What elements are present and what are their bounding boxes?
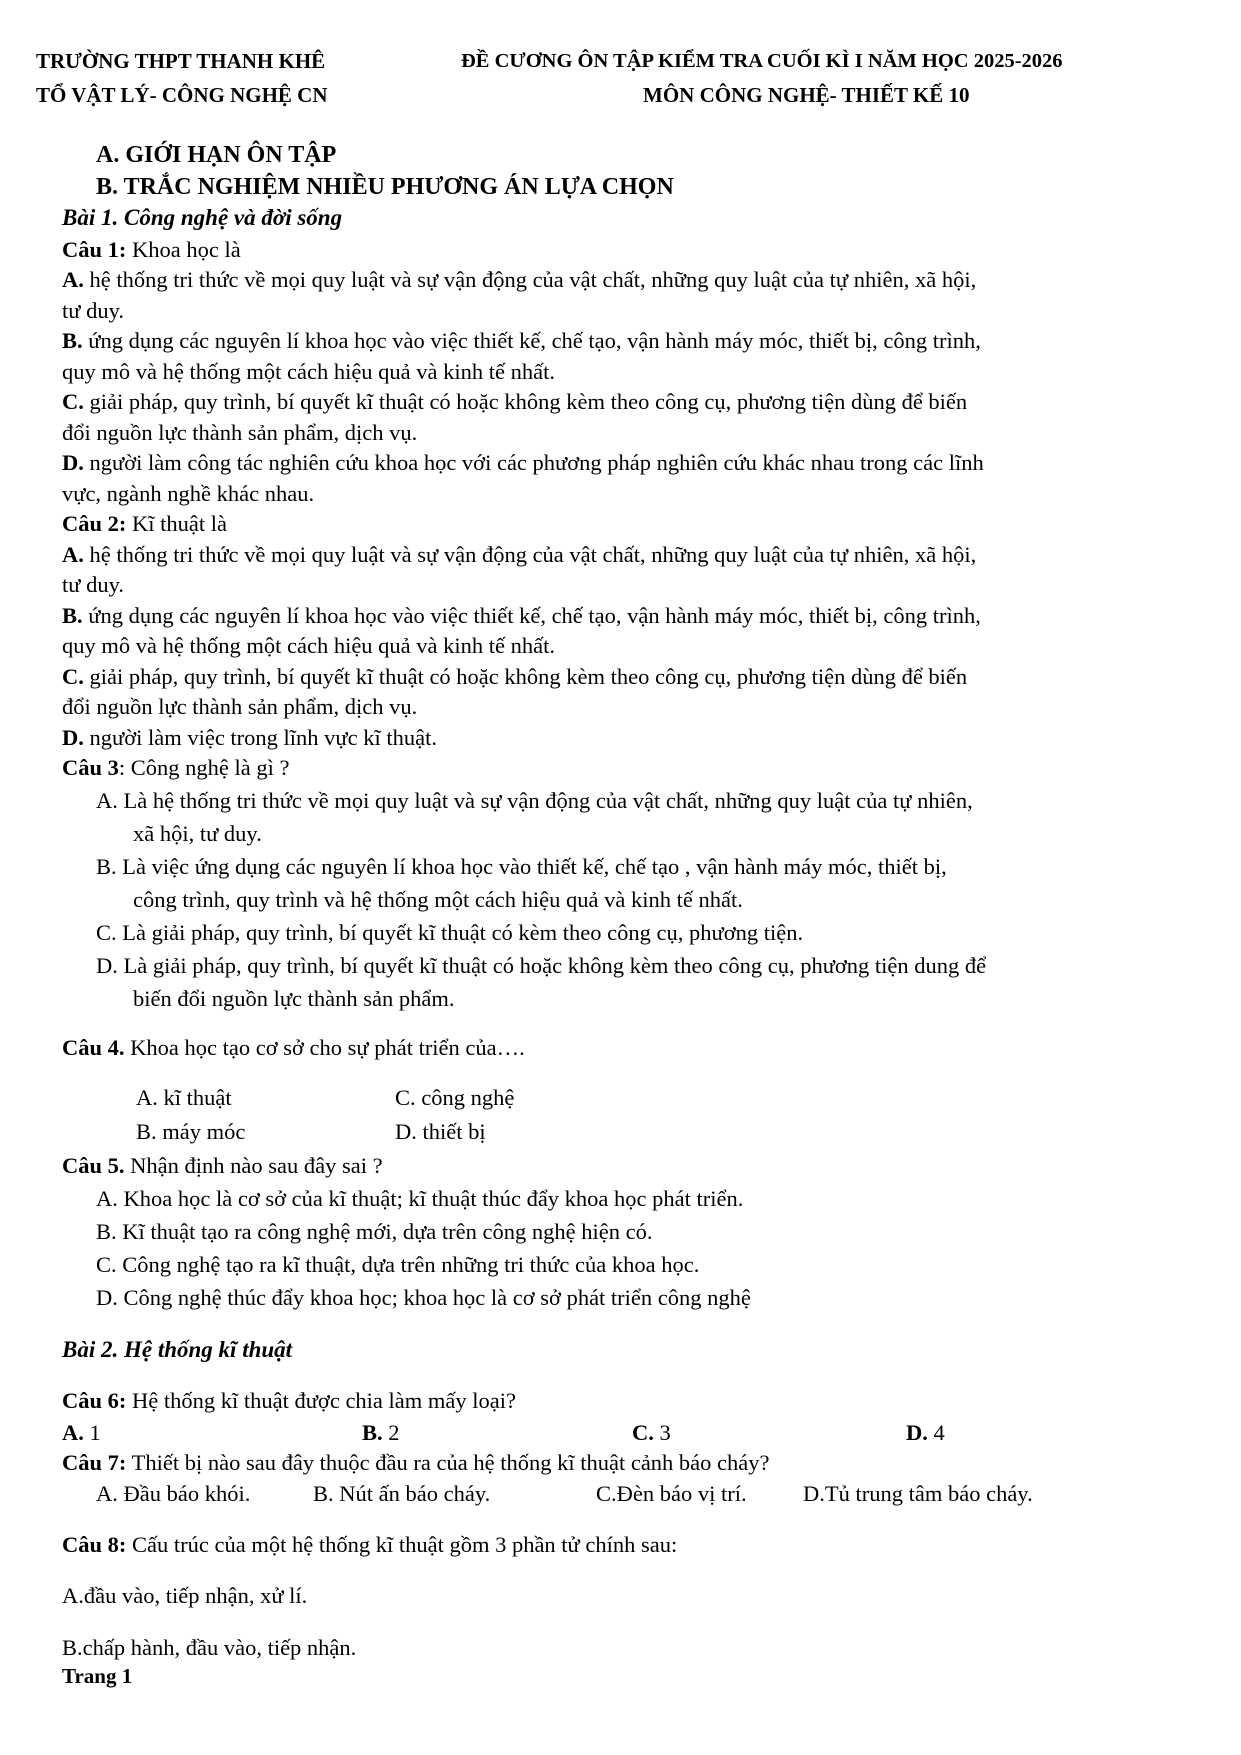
school-name: TRƯỜNG THPT THANH KHÊ: [36, 49, 326, 73]
q1-option-a-cont: tư duy.: [62, 298, 124, 323]
option-text: 1: [83, 1420, 101, 1445]
q1-option-b-cont: quy mô và hệ thống một cách hiệu quả và kinh tế nhất.: [62, 359, 556, 384]
q8-option-b: B.chấp hành, đầu vào, tiếp nhận.: [62, 1635, 357, 1660]
question-label: Câu 4.: [62, 1035, 125, 1060]
question-stem: Cấu trúc của một hệ thống kĩ thuật gồm 3 phần tử chính sau:: [126, 1532, 678, 1557]
option-label: C.: [62, 389, 84, 414]
option-label: D.: [906, 1420, 928, 1445]
q5-option-d: D. Công nghệ thúc đẩy khoa học; khoa học là cơ sở phát triển công nghệ: [96, 1285, 751, 1310]
option-text: người làm việc trong lĩnh vực kĩ thuật.: [83, 725, 437, 750]
option-label: A.: [62, 542, 84, 567]
question-stem: Nhận định nào sau đây sai ?: [124, 1153, 383, 1178]
question-8: [62, 1530, 677, 1560]
question-4: [62, 1033, 525, 1063]
option-text: ứng dụng các nguyên lí khoa học vào việc thiết kế, chế tạo, vận hành máy móc, thiết bị, công trình,: [82, 328, 981, 353]
question-2: [62, 509, 227, 539]
q7-option-c: C.Đèn báo vị trí.: [596, 1481, 747, 1506]
question-label: Câu 7:: [62, 1450, 127, 1475]
option-label: B.: [62, 328, 83, 353]
question-label: Câu 2:: [62, 511, 127, 536]
question-stem: Thiết bị nào sau đây thuộc đầu ra của hệ thống kĩ thuật cảnh báo cháy?: [126, 1450, 770, 1475]
q1-option-a: [62, 265, 976, 295]
option-text: hệ thống tri thức về mọi quy luật và sự vận động của vật chất, những quy luật của tự nhiên, xã hội,: [83, 542, 977, 567]
q3-option-d: D. Là giải pháp, quy trình, bí quyết kĩ thuật có hoặc không kèm theo công cụ, phương tiện dung để: [96, 953, 987, 978]
q1-option-c-cont: đổi nguồn lực thành sản phẩm, dịch vụ.: [62, 420, 418, 445]
department-name: TỔ VẬT LÝ- CÔNG NGHỆ CN: [36, 83, 328, 107]
option-label: C.: [62, 664, 84, 689]
q6-option-b: [362, 1418, 400, 1448]
q2-option-b-cont: quy mô và hệ thống một cách hiệu quả và kinh tế nhất.: [62, 633, 556, 658]
q3-option-b-cont: công trình, quy trình và hệ thống một cách hiệu quả và kinh tế nhất.: [133, 887, 743, 912]
q1-option-d-cont: vực, ngành nghề khác nhau.: [62, 481, 315, 506]
option-text: giải pháp, quy trình, bí quyết kĩ thuật có hoặc không kèm theo công cụ, phương tiện dùng để biến: [83, 389, 968, 414]
question-stem: : Công nghệ là gì ?: [118, 755, 290, 780]
question-label: Câu 8:: [62, 1532, 127, 1557]
question-7: [62, 1448, 770, 1478]
q7-option-b: B. Nút ấn báo cháy.: [313, 1481, 491, 1506]
q6-option-d: [906, 1418, 945, 1448]
q7-option-d: D.Tủ trung tâm báo cháy.: [803, 1481, 1033, 1506]
option-text: giải pháp, quy trình, bí quyết kĩ thuật có hoặc không kèm theo công cụ, phương tiện dùng để biến: [83, 664, 968, 689]
q4-option-d: D. thiết bị: [395, 1119, 486, 1144]
q1-option-c: [62, 387, 967, 417]
q7-option-a: A. Đầu báo khói.: [96, 1481, 251, 1506]
section-a-heading: A. GIỚI HẠN ÔN TẬP: [96, 142, 337, 168]
lesson-2-heading: Bài 2. Hệ thống kĩ thuật: [62, 1337, 293, 1362]
subject-title: MÔN CÔNG NGHỆ- THIẾT KẾ 10: [643, 83, 970, 107]
section-b-heading: B. TRẮC NGHIỆM NHIỀU PHƯƠNG ÁN LỰA CHỌN: [96, 174, 674, 200]
q3-option-c: C. Là giải pháp, quy trình, bí quyết kĩ thuật có kèm theo công cụ, phương tiện.: [96, 920, 804, 945]
lesson-1-heading: Bài 1. Công nghệ và đời sống: [62, 205, 343, 230]
option-text: 3: [653, 1420, 671, 1445]
q2-option-d: [62, 723, 437, 753]
q5-option-b: B. Kĩ thuật tạo ra công nghệ mới, dựa trên công nghệ hiện có.: [96, 1219, 653, 1244]
option-text: ứng dụng các nguyên lí khoa học vào việc thiết kế, chế tạo, vận hành máy móc, thiết bị, công trình,: [82, 603, 981, 628]
q8-option-a: A.đầu vào, tiếp nhận, xử lí.: [62, 1583, 308, 1608]
q2-option-b: [62, 601, 981, 631]
question-stem: Khoa học tạo cơ sở cho sự phát triển của….: [124, 1035, 525, 1060]
q2-option-c-cont: đổi nguồn lực thành sản phẩm, dịch vụ.: [62, 694, 418, 719]
q4-option-a: A. kĩ thuật: [136, 1085, 232, 1110]
question-1: [62, 235, 241, 265]
option-text: người làm công tác nghiên cứu khoa học với các phương pháp nghiên cứu khác nhau trong các lĩnh: [83, 450, 984, 475]
option-label: A.: [62, 1420, 84, 1445]
option-label: C.: [632, 1420, 654, 1445]
question-label: Câu 3: [62, 755, 119, 780]
option-text: 4: [927, 1420, 945, 1445]
question-6: [62, 1386, 516, 1416]
option-label: D.: [62, 450, 84, 475]
q1-option-b: [62, 326, 981, 356]
question-5: [62, 1151, 383, 1181]
q6-option-c: [632, 1418, 671, 1448]
q5-option-a: A. Khoa học là cơ sở của kĩ thuật; kĩ thuật thúc đẩy khoa học phát triển.: [96, 1186, 744, 1211]
q3-option-b: B. Là việc ứng dụng các nguyên lí khoa học vào thiết kế, chế tạo , vận hành máy móc, thiết bị,: [96, 854, 947, 879]
q2-option-c: [62, 662, 967, 692]
question-stem: Khoa học là: [126, 237, 241, 262]
question-stem: Kĩ thuật là: [126, 511, 227, 536]
q6-option-a: [62, 1418, 101, 1448]
option-text: 2: [382, 1420, 400, 1445]
option-label: D.: [62, 725, 84, 750]
q2-option-a: [62, 540, 976, 570]
q3-option-d-cont: biến đổi nguồn lực thành sản phẩm.: [133, 986, 455, 1011]
q2-option-a-cont: tư duy.: [62, 572, 124, 597]
question-label: Câu 6:: [62, 1388, 127, 1413]
q1-option-d: [62, 448, 984, 478]
question-label: Câu 1:: [62, 237, 127, 262]
option-text: hệ thống tri thức về mọi quy luật và sự vận động của vật chất, những quy luật của tự nhiên, xã hội,: [83, 267, 977, 292]
q4-option-b: B. máy móc: [136, 1119, 246, 1144]
q3-option-a-cont: xã hội, tư duy.: [133, 821, 262, 846]
q3-option-a: A. Là hệ thống tri thức về mọi quy luật và sự vận động của vật chất, những quy luật của tự nhiên,: [96, 788, 973, 813]
question-label: Câu 5.: [62, 1153, 125, 1178]
question-stem: Hệ thống kĩ thuật được chia làm mấy loại?: [126, 1388, 516, 1413]
option-label: B.: [362, 1420, 383, 1445]
page-number: Trang 1: [62, 1664, 133, 1688]
option-label: B.: [62, 603, 83, 628]
q5-option-c: C. Công nghệ tạo ra kĩ thuật, dựa trên những tri thức của khoa học.: [96, 1252, 700, 1277]
option-label: A.: [62, 267, 84, 292]
document-title: ĐỀ CƯƠNG ÔN TẬP KIỂM TRA CUỐI KÌ I NĂM HỌC 2025-2026: [461, 50, 1063, 72]
q4-option-c: C. công nghệ: [395, 1085, 515, 1110]
question-3: [62, 753, 290, 783]
